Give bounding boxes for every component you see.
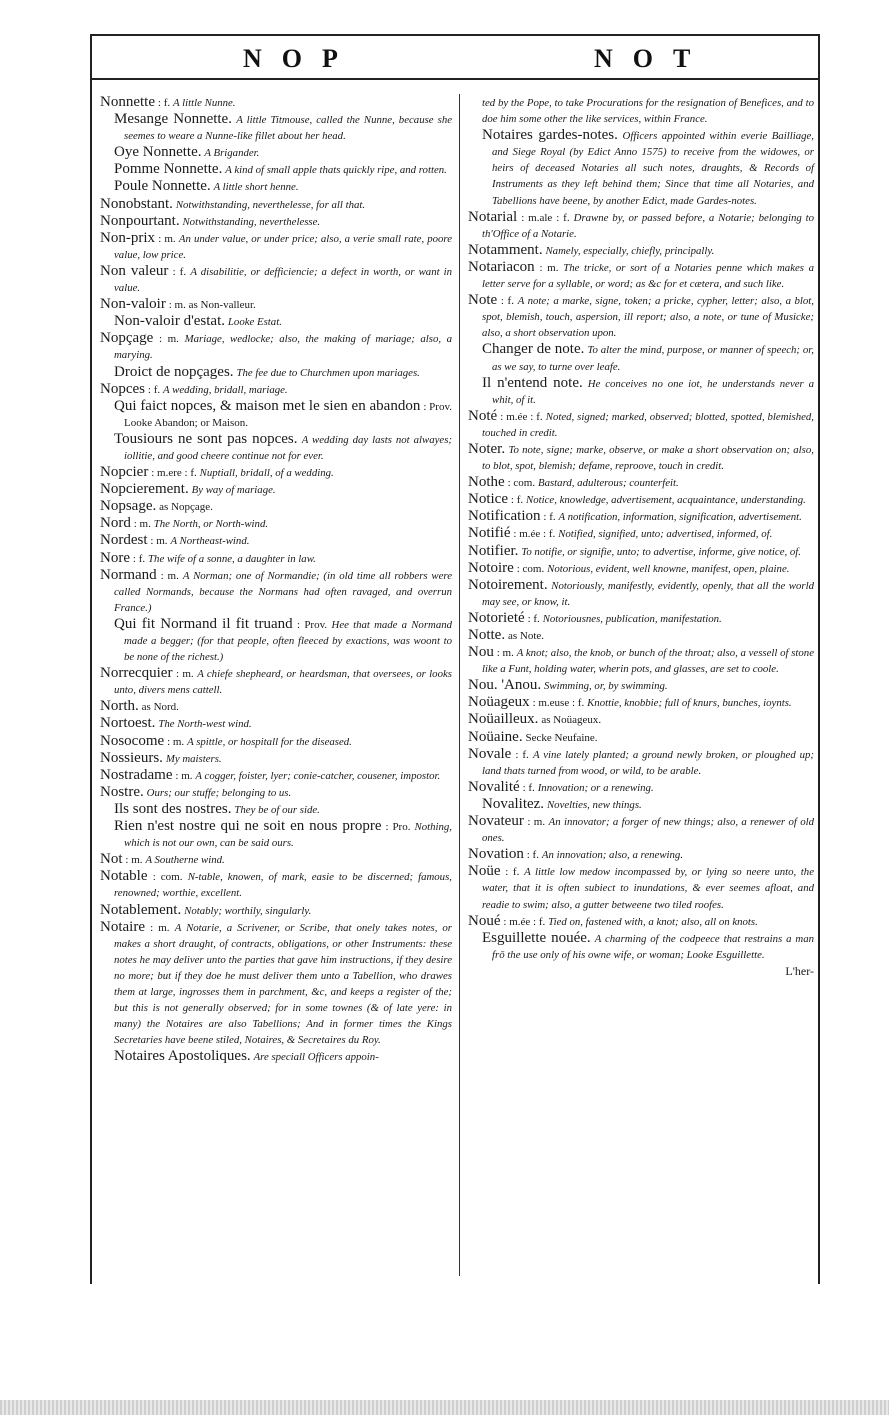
entry-headword: Nord — [100, 515, 131, 532]
dictionary-entry — [468, 779, 814, 796]
entry-headword: Noué — [468, 912, 501, 929]
entry-headword: Nopces — [100, 380, 145, 397]
entry-definition: A vine lately planted; a ground newly broken, or ploughed up; land thats turned from wood, or wild, to be arable. — [482, 748, 814, 777]
entry-definition: Looke Estat. — [227, 316, 282, 329]
entry-grammar: : m.ée : f. — [500, 410, 543, 423]
entry-headword: Notaires gardes-notes. — [482, 127, 618, 144]
entry-headword: Notaires Apostoliques. — [114, 1048, 251, 1065]
entry-definition: A little Titmouse, called the Nunne, because she seemes to weare a Nunne-like fillet about her head. — [124, 114, 453, 143]
entry-definition: An innovator; a forger of new things; also, a renewer of old ones. — [482, 816, 815, 845]
left-column — [100, 94, 452, 1065]
entry-definition: A little low medow incompassed by, or lying so neere unto, the water, that it is often subiect to inundations, & ever seemes afloat, and readie to swim; also, a gutter betweene two tiled roofes. — [482, 866, 814, 911]
entry-headword: Nonnette — [100, 94, 155, 110]
entry-headword: Noüaine. — [468, 728, 523, 745]
entry-headword: Noüe — [468, 863, 501, 880]
entry-headword: Non-valoir — [100, 296, 166, 313]
dictionary-entry — [468, 796, 814, 813]
dictionary-entry — [100, 398, 452, 431]
entry-headword: Nosocome — [100, 732, 165, 749]
entry-definition: Swimming, or, by swimming. — [544, 680, 668, 693]
entry-headword: Pomme Nonnette. — [114, 161, 223, 178]
dictionary-entry — [468, 491, 814, 508]
dictionary-entry — [468, 746, 814, 779]
entry-headword: Nortoest. — [100, 715, 156, 732]
entry-grammar: : com. — [516, 562, 545, 575]
entry-headword: Novalité — [468, 778, 520, 795]
entry-headword: Rien n'est nostre qui ne soit en nous propre — [114, 818, 382, 835]
entry-grammar: : m. — [133, 518, 151, 531]
entry-definition: Novelties, new things. — [546, 798, 642, 811]
entry-definition: Drawne by, or passed before, a Notarie; belonging to th'Office of a Notarie. — [482, 211, 815, 240]
entry-definition: ted by the Pope, to take Procurations for the resignation of Benefices, and to doe him some other the like services, within France. — [482, 97, 814, 126]
entry-grammar: : f. — [543, 511, 556, 524]
entry-headword: Notice — [468, 491, 508, 508]
entry-headword: Noter. — [468, 440, 506, 457]
entry-grammar: : m.ere : f. — [151, 467, 197, 480]
entry-headword: Nonpourtant. — [100, 212, 180, 229]
entry-headword: Oye Nonnette. — [114, 144, 202, 161]
entry-grammar: : f. — [515, 748, 529, 761]
entry-definition: He conceives no one iot, he understands never a whit, of it. — [492, 377, 814, 406]
entry-definition: To alter the mind, purpose, or manner of speech; or, as we say, to turne over leafe. — [492, 344, 814, 373]
entry-grammar: : m. — [175, 668, 194, 681]
dictionary-entry — [100, 868, 452, 901]
dictionary-entry — [468, 627, 814, 644]
entry-headword: Notaire — [100, 918, 145, 935]
dictionary-entry — [468, 644, 814, 677]
entry-grammar: : m. — [159, 333, 179, 346]
dictionary-entry — [100, 213, 452, 230]
entry-grammar: : m.ée : f. — [503, 915, 546, 928]
dictionary-entry — [100, 567, 452, 616]
dictionary-entry — [100, 1048, 452, 1065]
entry-headword: Notifié — [468, 525, 511, 542]
dictionary-entry — [100, 550, 452, 567]
entry-headword: Notablement. — [100, 901, 182, 918]
entry-headword: Notarial — [468, 208, 518, 225]
entry-headword: Note — [468, 292, 498, 309]
dictionary-entry — [468, 292, 814, 341]
entry-grammar: as Nopçage. — [159, 501, 213, 514]
dictionary-entry — [100, 818, 452, 851]
entry-definition: A charming of the codpeece that restrains a man frō the use only of his owne wife, or woman; Looke Esguillette. — [492, 932, 814, 961]
entry-headword: Notorieté — [468, 609, 525, 626]
entry-definition: A note; a marke, signe, token; a pricke, cypher, letter; also, a blot, spot, blemish, touch, aspersion, ill report; also, a note, or tune of Musicke; also, a short observation upon. — [482, 295, 814, 340]
entry-definition: A Brigander. — [204, 147, 260, 160]
dictionary-entry — [100, 230, 452, 263]
dictionary-entry — [100, 532, 452, 549]
entry-definition: A disabilitie, or defficiencie; a defect in worth, or want in value. — [114, 265, 453, 295]
entry-grammar: : com. — [507, 477, 536, 490]
dictionary-entry — [468, 930, 814, 963]
entry-grammar: : m. — [150, 535, 168, 548]
dictionary-entry — [468, 913, 814, 930]
entry-headword: Nostradame — [100, 766, 173, 783]
entry-headword: Droict de nopçages. — [114, 363, 234, 380]
entry-definition: Notorious, evident, well knowne, manifest, open, plaine. — [547, 562, 790, 575]
entry-headword: Non-valoir d'estat. — [114, 313, 226, 330]
entry-headword: Notte. — [468, 627, 506, 643]
dictionary-entry — [100, 767, 452, 784]
entry-definition: A little Nunne. — [173, 97, 236, 109]
dictionary-entry — [100, 364, 452, 381]
entry-definition: Ours; our stuffe; belonging to us. — [146, 786, 292, 799]
entry-headword: Poule Nonnette. — [114, 178, 211, 195]
entry-definition: The tricke, or sort of a Notaries penne which makes a letter serve for a syllable, or word; as &c for et cætera, and such like. — [482, 261, 814, 291]
dictionary-entry — [100, 902, 452, 919]
dictionary-entry — [100, 733, 452, 750]
left-running-head: NOP — [243, 44, 358, 73]
entry-definition: A Northeast-wind. — [170, 535, 250, 548]
entry-grammar: as Nord. — [141, 701, 179, 714]
dictionary-entry — [468, 408, 814, 441]
entry-grammar: : f. — [505, 866, 520, 879]
dictionary-entry — [100, 464, 452, 481]
dictionary-entry — [468, 711, 814, 728]
entry-definition: Nothing, which is not our own, can be said ours. — [124, 821, 453, 850]
dictionary-entry — [468, 846, 814, 863]
entry-definition: By way of mariage. — [191, 484, 276, 497]
entry-headword: Nopcierement. — [100, 481, 189, 498]
dictionary-entry — [468, 375, 814, 408]
right-column — [468, 94, 814, 979]
dictionary-entry — [468, 508, 814, 525]
entry-grammar: : Prov. Looke Abandon; or Maison. — [124, 400, 453, 429]
entry-definition: To notifie, or signifie, unto; to advertise, informe, give notice, of. — [521, 545, 802, 558]
entry-definition: A cogger, foister, lyer; conie-catcher, cousener, impostor. — [195, 769, 441, 782]
dictionary-entry — [100, 94, 452, 111]
entry-grammar: : m. — [175, 769, 193, 782]
entry-headword: Normand — [100, 566, 157, 583]
entry-definition: A kind of small apple thats quickly ripe, and rotten. — [225, 164, 447, 177]
entry-definition: Tied on, fastened with, a knot; also, all on knots. — [548, 915, 758, 928]
entry-definition: Bastard, adulterous; counterfeit. — [537, 477, 679, 490]
dictionary-entry — [100, 851, 452, 868]
dictionary-entry — [468, 729, 814, 746]
entry-definition: Noted, signed; marked, observed; blotted, spotted, blemished, touched in credit. — [482, 410, 815, 439]
dictionary-entry — [100, 481, 452, 498]
entry-headword: Notariacon — [468, 258, 535, 275]
entry-headword: Nordest — [100, 532, 148, 549]
entry-definition: Notified, signified, unto; advertised, informed, of. — [558, 528, 773, 541]
dictionary-entry — [468, 525, 814, 542]
entry-headword: Nonobstant. — [100, 195, 173, 212]
entry-headword: Novateur — [468, 813, 524, 830]
entry-definition: The North-west wind. — [158, 718, 252, 731]
entry-grammar: as Noüageux. — [541, 714, 602, 727]
entry-grammar: : f. — [172, 265, 187, 278]
entry-headword: Qui fit Normand il fit truand — [114, 615, 293, 632]
entry-headword: Ils sont des nostres. — [114, 800, 232, 817]
entry-headword: Nou. 'Anou. — [468, 677, 542, 694]
entry-definition: A chiefe shepheard, or heardsman, that oversees, or looks unto, divers mens cattell. — [114, 668, 452, 697]
dictionary-entry — [468, 259, 814, 292]
entry-definition: Namely, especially, chiefly, principally. — [545, 244, 715, 257]
entry-definition: Notwithstanding, neverthelesse. — [182, 215, 321, 228]
entry-definition: Notice, knowledge, advertisement, acquaintance, understanding. — [526, 494, 806, 507]
entry-headword: Novale — [468, 745, 512, 762]
dictionary-entry — [468, 560, 814, 577]
entry-grammar: : m. — [539, 261, 559, 274]
dictionary-entry — [468, 863, 814, 912]
entry-grammar: as Note. — [507, 630, 545, 642]
entry-grammar: : f. — [510, 494, 524, 507]
dictionary-entry — [100, 178, 452, 195]
entry-grammar: : com. — [152, 871, 183, 884]
entry-definition: A Notarie, a Scrivener, or Scribe, that onely takes notes, or makes a short draught, of contracts, obligations, or other Instruments: these notes he may deliver unto the parties that gave him instructions, if they desire no more; but if they doe he must deliver them unto a Tabellion, who drawes them at large, ingrosses them in parchment, &c, and keeps a register of the; but this is not generally observed; for in some townes (& of late yere: in many) the Notaires are also Tabellions; And in former times the Kings Secretaries have beene stiled, Notaires, & Secretaires du Roy. — [114, 921, 452, 1047]
entry-grammar: : f. — [522, 781, 535, 794]
entry-definition: They be of our side. — [234, 803, 320, 816]
entry-grammar: : m.ale : f. — [521, 211, 570, 224]
entry-definition: A wedding, bridall, mariage. — [163, 383, 288, 396]
entry-headword: Notoire — [468, 559, 514, 576]
dictionary-entry — [100, 515, 452, 532]
entry-headword: Non-prix — [100, 229, 155, 246]
dictionary-entry — [468, 242, 814, 259]
entry-grammar: : m.euse : f. — [532, 697, 585, 710]
entry-definition: An under value, or under price; also, a verie small rate, poore value, low price. — [114, 232, 452, 261]
entry-definition: Are speciall Officers appoin- — [253, 1051, 379, 1064]
entry-definition: To note, signe; marke, observe, or make a short observation on; also, to blot, spot, blemish; defame, reproove, touch in credit. — [482, 443, 814, 473]
entry-definition: A little short henne. — [213, 181, 299, 194]
entry-definition: Innovation; or a renewing. — [537, 781, 654, 794]
dictionary-entry — [100, 919, 452, 1049]
entry-headword: Novation — [468, 846, 524, 863]
dictionary-entry — [100, 161, 452, 178]
entry-definition: N-table, knowen, of mark, easie to be discerned; famous, renowned; worthie, excellent. — [114, 871, 452, 900]
dictionary-entry — [468, 610, 814, 627]
entry-headword: Changer de note. — [482, 341, 585, 358]
dictionary-entry — [468, 341, 814, 374]
entry-definition: Mariage, wedlocke; also, the making of mariage; also, a marying. — [114, 333, 452, 362]
dictionary-entry — [468, 813, 814, 846]
dictionary-entry — [468, 677, 814, 694]
entry-grammar: Secke Neufaine. — [525, 731, 598, 744]
entry-grammar: : m. — [496, 647, 514, 660]
entry-grammar: : m. — [167, 735, 185, 748]
entry-grammar: : f. — [527, 612, 540, 625]
entry-headword: Qui faict nopces, & maison met le sien en abandon — [114, 397, 421, 414]
entry-headword: Notable — [100, 868, 148, 885]
dictionary-entry — [100, 698, 452, 715]
catchword: L'her- — [785, 963, 814, 978]
entry-headword: Nore — [100, 549, 130, 566]
scan-edge — [0, 1400, 889, 1415]
dictionary-entry — [100, 750, 452, 767]
entry-headword: Not — [100, 851, 123, 868]
entry-definition: The wife of a sonne, a daughter in law. — [148, 552, 316, 565]
dictionary-entry — [100, 665, 452, 698]
dictionary-entry — [468, 474, 814, 491]
entry-definition: Hee that made a Normand made a begger; (for that people, often fleeced by exactions, was woont to be none of the richest.) — [124, 618, 453, 664]
entry-grammar: : m. — [160, 569, 179, 582]
entry-headword: North. — [100, 698, 139, 715]
entry-grammar: : m. — [527, 816, 546, 829]
dictionary-entry — [100, 801, 452, 818]
dictionary-entry — [100, 313, 452, 330]
entry-headword: Noüageux — [468, 694, 530, 711]
entry-definition: Notwithstanding, neverthelesse, for all that. — [175, 198, 366, 211]
entry-headword: Nou — [468, 644, 494, 661]
entry-headword: Nothe — [468, 474, 505, 491]
dictionary-entry — [100, 431, 452, 464]
column-divider — [459, 94, 460, 1276]
entry-definition: Notably; worthily, singularly. — [184, 904, 312, 917]
entry-definition: A knot; also, the knob, or bunch of the throat; also, a vessell of stone like a Funt, holding water, wherin pots, and glasses, are set to coole. — [482, 647, 814, 676]
entry-headword: Nossieurs. — [100, 749, 163, 766]
dictionary-entry — [100, 381, 452, 398]
entry-headword: Nopcier — [100, 464, 149, 481]
entry-grammar: : f. — [500, 295, 514, 308]
entry-definition: Nuptiall, bridall, of a wedding. — [199, 467, 334, 480]
entry-definition: The North, or North-wind. — [153, 518, 269, 531]
entry-headword: Esguillette nouée. — [482, 929, 591, 946]
entry-headword: Noté — [468, 407, 498, 424]
dictionary-entry — [468, 127, 814, 208]
entry-grammar: : m. as Non-valleur. — [168, 299, 256, 312]
entry-headword: Nopsage. — [100, 498, 157, 515]
dictionary-entry — [100, 263, 452, 296]
dictionary-entry — [100, 715, 452, 732]
entry-definition: Notoriously, manifestly, evidently, openly, that all the world may see, or know, it. — [482, 579, 814, 608]
dictionary-entry — [468, 441, 814, 474]
dictionary-entry — [100, 296, 452, 313]
entry-grammar: : Pro. — [385, 821, 411, 834]
dictionary-entry — [100, 498, 452, 515]
entry-headword: Tousiours ne sont pas nopces. — [114, 430, 298, 447]
entry-headword: Nostre. — [100, 783, 144, 800]
entry-definition: A Southerne wind. — [145, 854, 225, 867]
dictionary-entry — [468, 543, 814, 560]
dictionary-entry — [468, 94, 814, 127]
entry-definition: A Norman; one of Normandie; (in old time all robbers were called Normands, because the Normans had often ravaged, and overrun France.) — [114, 569, 452, 614]
entry-definition: A notification, information, signification, advertisement. — [558, 511, 802, 524]
dictionary-entry — [100, 196, 452, 213]
dictionary-entry — [100, 616, 452, 665]
dictionary-entry — [100, 144, 452, 161]
entry-headword: Notification — [468, 508, 541, 525]
entry-grammar: : f. — [526, 849, 539, 862]
entry-headword: Norrecquier — [100, 665, 173, 682]
entry-definition: Notoriousnes, publication, manifestation. — [542, 612, 722, 625]
entry-grammar: : m.ée : f. — [513, 528, 556, 541]
dictionary-entry — [468, 694, 814, 711]
dictionary-entry — [468, 209, 814, 242]
entry-definition: Knottie, knobbie; full of knurs, bunches, ioynts. — [587, 697, 792, 710]
dictionary-entry — [100, 784, 452, 801]
entry-headword: Non valeur — [100, 262, 169, 279]
entry-definition: The fee due to Churchmen upon mariages. — [236, 366, 420, 379]
entry-grammar: : Prov. — [297, 618, 328, 631]
entry-definition: A wedding day lasts not alwayes; iollitie, and good cheere continue not for ever. — [124, 433, 452, 462]
header-rule — [90, 78, 820, 80]
dictionary-entry — [100, 330, 452, 363]
entry-grammar: : f. — [147, 383, 161, 396]
entry-grammar: : m. — [150, 921, 170, 934]
entry-headword: Il n'entend note. — [482, 374, 583, 391]
entry-definition: A spittle, or hospitall for the diseased. — [187, 735, 352, 748]
entry-grammar: : f. — [157, 97, 171, 109]
dictionary-entry — [100, 111, 452, 144]
entry-headword: Mesange Nonnette. — [114, 111, 232, 128]
entry-headword: Notifier. — [468, 542, 519, 559]
entry-definition: An innovation; also, a renewing. — [541, 849, 684, 862]
entry-headword: Nopçage — [100, 330, 154, 347]
entry-headword: Novalitez. — [482, 795, 545, 812]
entry-definition: Officers appointed within everie Bailliage, and Siege Royal (by Edict Anno 1575) to receive from the widowes, or heirs of deceased Notaries all such notes, draughts, & Records of Instruments as they left behind them; Since that time all Notaries, and Tabellions have beene, by another Edict, made Gardes-notes. — [492, 130, 814, 207]
entry-grammar: : m. — [125, 854, 143, 867]
dictionary-entry — [468, 577, 814, 610]
entry-grammar: : m. — [158, 232, 176, 245]
entry-headword: Notamment. — [468, 241, 543, 258]
entry-headword: Noüailleux. — [468, 711, 539, 728]
entry-headword: Notoirement. — [468, 576, 548, 593]
entry-grammar: : f. — [132, 552, 146, 565]
right-running-head: NOT — [594, 44, 711, 73]
entry-definition: My maisters. — [165, 752, 222, 765]
